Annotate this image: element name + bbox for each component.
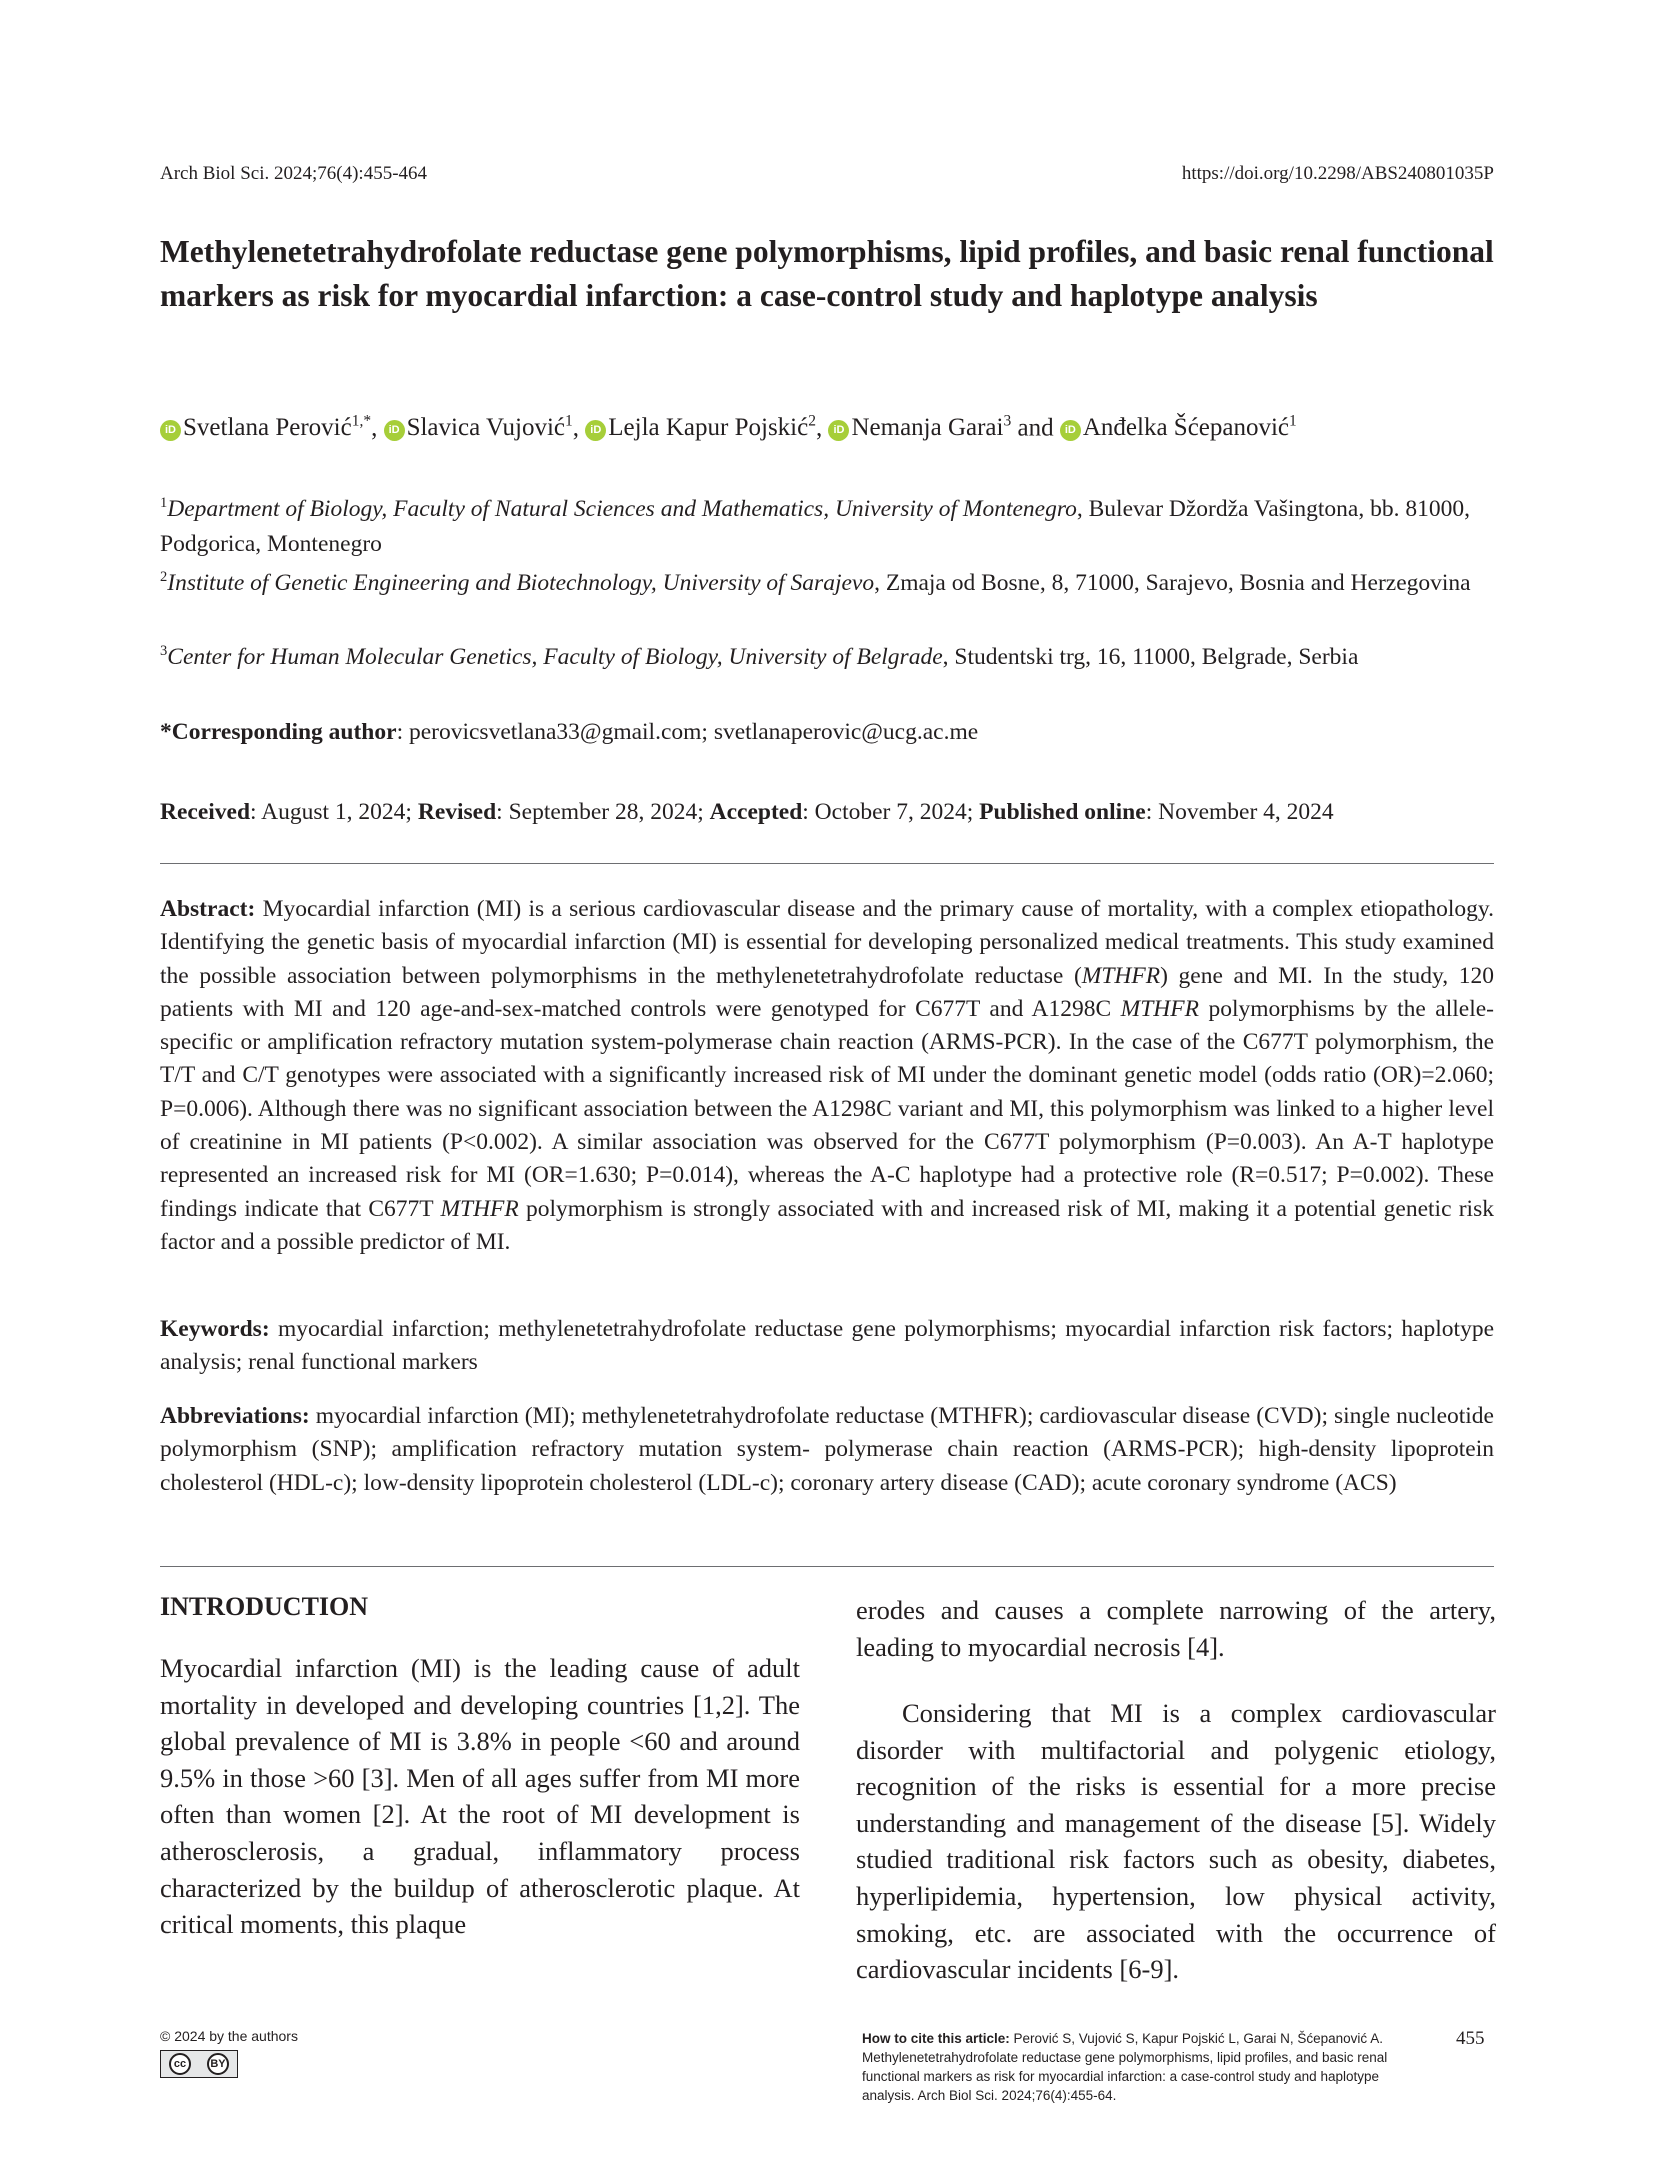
- intro-paragraph-left: Myocardial infarction (MI) is the leading cause of adult mortality in developed and developing countries [1,2]. The global prevalence of MI is 3.8% in people <60 and around 9.5% in those >60 [3]. Men of all ages suffer from MI more often than women [2]. At the root of MI development is atherosclerosis, a gradual, inflammatory process characterized by the buildup of atherosclerotic plaque. At critical moments, this plaque: [160, 1653, 800, 1940]
- author[interactable]: iD Anđelka Šćepanović$^1$: [1060, 414, 1297, 441]
- article-dates: Received: August 1, 2024; Revised: September 28, 2024; Accepted: October 7, 2024; Published online: November 4, 2024: [160, 799, 1334, 825]
- author[interactable]: iD Svetlana Perović$^{1,*}$: [160, 414, 371, 441]
- article-title: Methylenetetrahydrofolate reductase gene polymorphisms, lipid profiles, and basic renal functional markers as risk for myocardial infarction: a case-control study and haplotype analysis: [160, 234, 1494, 313]
- gene-symbol: MTHFR: [1081, 962, 1161, 989]
- corresponding-author: *Corresponding author: perovicsvetlana33@gmail.com; svetlanaperovic@ucg.ac.me: [160, 719, 979, 745]
- divider: [160, 1566, 1494, 1567]
- keywords: Keywords: myocardial infarction; methylenetetrahydrofolate reductase gene polymorphisms; myocardial infarction risk factors; haplotype analysis; renal functional markers: [160, 1316, 1494, 1376]
- abstract-label: Abstract:: [160, 896, 256, 922]
- affiliation-3: $^3$Center for Human Molecular Genetics, Faculty of Biology, University of Belgrade, Studentski trg, 16, 11000, Belgrade, Serbia: [160, 643, 1359, 670]
- author-name: Nemanja Garai: [851, 414, 1004, 442]
- divider: [160, 863, 1494, 864]
- gene-symbol: MTHFR: [1120, 995, 1199, 1022]
- gene-symbol: MTHFR: [440, 1195, 519, 1222]
- author-name: Svetlana Perović: [183, 414, 352, 442]
- section-heading-introduction: INTRODUCTION: [160, 1592, 369, 1621]
- orcid-icon[interactable]: iD: [160, 420, 181, 441]
- corresponding-email[interactable]: : perovicsvetlana33@gmail.com; svetlanaperovic@ucg.ac.me: [396, 719, 979, 745]
- copyright: © 2024 by the authors: [160, 2028, 298, 2044]
- journal-reference: Arch Biol Sci. 2024;76(4):455-464: [160, 163, 428, 184]
- creative-commons-icon[interactable]: [160, 2050, 238, 2078]
- author-list: iD Svetlana Perović$^{1,*}$, iD Slavica Vujović$^1$, iD Lejla Kapur Pojskić$^2$, iD Nemanja Garai$^3$ and iD Anđelka Šćepanović$^1$: [160, 405, 1500, 445]
- author-name: Lejla Kapur Pojskić: [608, 414, 809, 442]
- orcid-icon[interactable]: iD: [384, 420, 405, 441]
- author[interactable]: iD Lejla Kapur Pojskić$^2$: [585, 414, 816, 441]
- orcid-icon[interactable]: iD: [828, 420, 849, 441]
- affiliation-2: $^2$Institute of Genetic Engineering and Biotechnology, University of Sarajevo, Zmaja od Bosne, 8, 71000, Sarajevo, Bosnia and Herzegovina: [160, 569, 1471, 596]
- author-name: Slavica Vujović: [406, 414, 566, 442]
- orcid-icon[interactable]: iD: [1060, 420, 1081, 441]
- author[interactable]: iD Slavica Vujović$^1$: [384, 414, 573, 441]
- how-to-cite: How to cite this article: Perović S, Vujović S, Kapur Pojskić L, Garai N, Šćepanović A. Methylenetetrahydrofolate reductase gene polymorphisms, lipid profiles, and basic renal functional markers as risk for myocardial infarction: a case-control study and haplotype analysis. Arch Biol Sci. 2024;76(4):455-64.: [862, 2031, 1388, 2103]
- page-number: 455: [1456, 2028, 1485, 2049]
- abstract: [160, 893, 1494, 1259]
- orcid-icon[interactable]: iD: [585, 420, 606, 441]
- affiliation-1: $^1$Department of Biology, Faculty of Natural Sciences and Mathematics, University of Montenegro, Bulevar Džordža Vašingtona, bb. 81000, Podgorica, Montenegro: [160, 495, 1470, 557]
- abstract-text: Myocardial infarction (MI) is a serious cardiovascular disease and the primary cause of mortality, with a complex etiopathology. Identifying the genetic basis of myocardial infarction (MI) is essential for developing personalized medical treatments. This study examined the possible association between polymorphisms in the methylenetetrahydrofolate reductase (MTHFR) gene and MI. In the study, 120 patients with MI and 120 age-and-sex-matched controls were genotyped for C677T and A1298C MTHFR polymorphisms by the allele-specific or amplification refractory mutation system-polymerase chain reaction (ARMS-PCR). In the case of the C677T polymorphism, the T/T and C/T genotypes were associated with a significantly increased risk of MI under the dominant genetic model (odds ratio (OR)=2.060; P=0.006). Although there was no significant association between the A1298C variant and MI, this polymorphism was linked to a higher level of creatinine in MI patients (P<0.002). A similar association was observed for the C677T polymorphism (P=0.003). An A-T haplotype represented an increased risk for MI (OR=1.630; P=0.014), whereas the A-C haplotype had a protective role (R=0.517; P=0.002). These findings indicate that C677T MTHFR polymorphism is strongly associated with and increased risk of MI, making it a potential genetic risk factor and a possible predictor of MI.: [160, 896, 1494, 1255]
- cc-symbol: cc: [169, 2053, 191, 2075]
- intro-paragraph-right-2: Considering that MI is a complex cardiovascular disorder with multifactorial and polygenic etiology, recognition of the risks is essential for a more precise understanding and management of the disease [5]. Widely studied traditional risk factors such as obesity, diabetes, hyperlipidemia, hypertension, low physical activity, smoking, etc. are associated with the occurrence of cardiovascular incidents [6-9].: [856, 1698, 1496, 1985]
- doi-link[interactable]: https://doi.org/10.2298/ABS240801035P: [1181, 163, 1494, 184]
- intro-paragraph-right-1: erodes and causes a complete narrowing of the artery, leading to myocardial necrosis [4].: [856, 1595, 1496, 1662]
- author[interactable]: iD Nemanja Garai$^3$: [828, 414, 1011, 441]
- abbreviations: Abbreviations: myocardial infarction (MI); methylenetetrahydrofolate reductase (MTHFR); cardiovascular disease (CVD); single nucleotide polymorphism (SNP); amplification refractory mutation system- polymerase chain reaction (ARMS-PCR); high-density lipoprotein cholesterol (HDL-c); low-density lipoprotein cholesterol (LDL-c); coronary artery disease (CAD); acute coronary syndrome (ACS): [160, 1403, 1494, 1496]
- by-symbol: BY: [207, 2053, 229, 2075]
- author-name: Anđelka Šćepanović: [1082, 414, 1290, 442]
